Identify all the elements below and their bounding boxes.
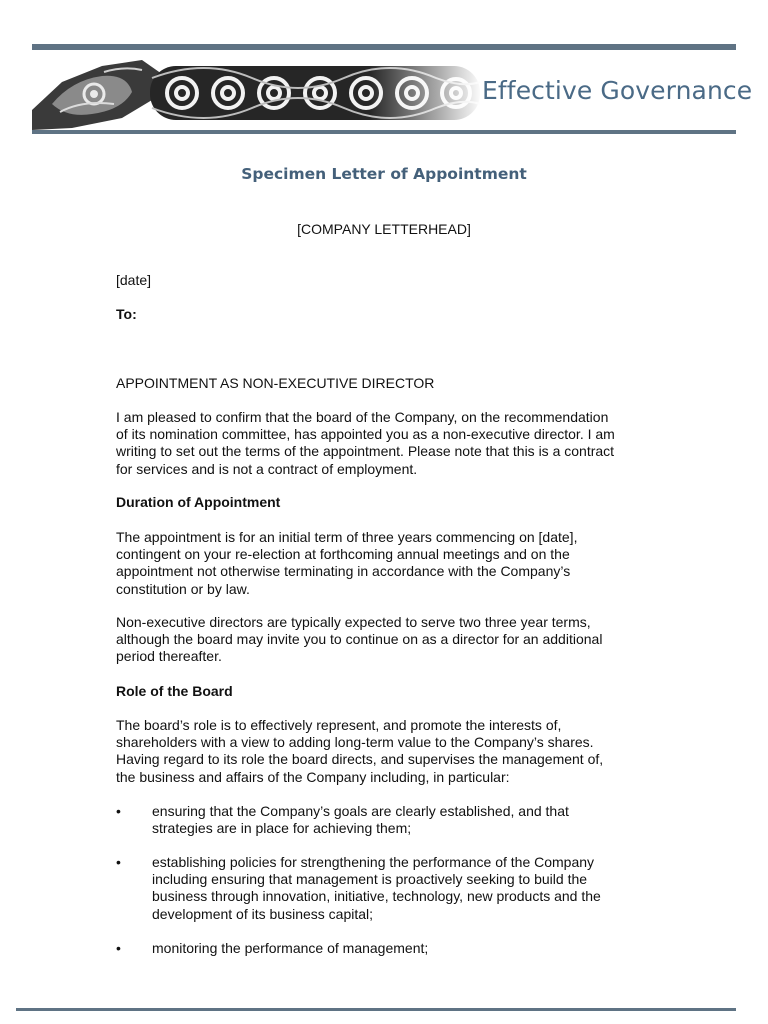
text-line: period thereafter. (116, 648, 222, 665)
header-banner (32, 44, 753, 136)
text-line: writing to set out the terms of the appointment. Please note that this is a contract (116, 443, 615, 460)
recipient-label: To: (116, 306, 137, 322)
text-line: appointment not otherwise terminating in accordance with the Company’s (116, 563, 571, 580)
date-line: [date] (116, 272, 152, 288)
maori-carving-logo (32, 52, 482, 130)
text-line: for services and is not a contract of employment. (116, 460, 418, 477)
text-line: Having regard to its role the board directs, and supervises the management of, (116, 751, 604, 768)
bullet-marker: • (116, 854, 121, 870)
text-line: ensuring that the Company’s goals are clearly established, and that (152, 803, 569, 819)
bullet-item (152, 803, 652, 837)
text-line: The appointment is for an initial term of three years commencing on [date], (116, 529, 578, 545)
text-line: contingent on your re-election at forthcoming annual meetings and on the (116, 546, 570, 563)
bullet-item (152, 854, 652, 923)
header-bottom-rule (32, 130, 736, 134)
role-paragraph (116, 717, 656, 786)
intro-paragraph (116, 409, 656, 478)
text-line: including ensuring that management is proactively seeking to build the (152, 871, 588, 888)
text-line: Non-executive directors are typically expected to serve two three year terms, (116, 614, 591, 630)
brand-name: Effective Governance (482, 76, 753, 105)
text-line: The board’s role is to effectively represent, and promote the interests of, (116, 717, 562, 733)
text-line: shareholders with a view to adding long-term value to the Company’s shares. (116, 734, 594, 751)
text-line: I am pleased to confirm that the board of the Company, on the recommendation (116, 409, 609, 425)
duration-paragraph-1 (116, 529, 656, 598)
text-line: although the board may invite you to continue on as a director for an additional (116, 631, 603, 648)
text-line: establishing policies for strengthening the performance of the Company (152, 854, 595, 870)
duration-paragraph-2 (116, 614, 656, 666)
text-line: monitoring the performance of management; (152, 940, 429, 956)
bullet-item (152, 940, 652, 957)
bullet-marker: • (116, 803, 121, 819)
letterhead-placeholder: [COMPANY LETTERHEAD] (297, 221, 471, 237)
text-line: development of its business capital; (152, 905, 374, 922)
text-line: constitution or by law. (116, 580, 250, 597)
text-line: of its nomination committee, has appointed you as a non-executive director. I am (116, 426, 615, 443)
duration-heading: Duration of Appointment (116, 494, 281, 510)
subject-line: APPOINTMENT AS NON-EXECUTIVE DIRECTOR (116, 375, 435, 391)
text-line: strategies are in place for achieving them; (152, 820, 412, 837)
footer-rule (16, 1008, 736, 1011)
role-heading: Role of the Board (116, 683, 233, 699)
header-top-rule (32, 44, 736, 50)
text-line: the business and affairs of the Company including, in particular: (116, 768, 510, 785)
text-line: business through innovation, initiative, technology, new products and the (152, 888, 601, 905)
document-title: Specimen Letter of Appointment (241, 165, 527, 183)
bullet-marker: • (116, 940, 121, 956)
